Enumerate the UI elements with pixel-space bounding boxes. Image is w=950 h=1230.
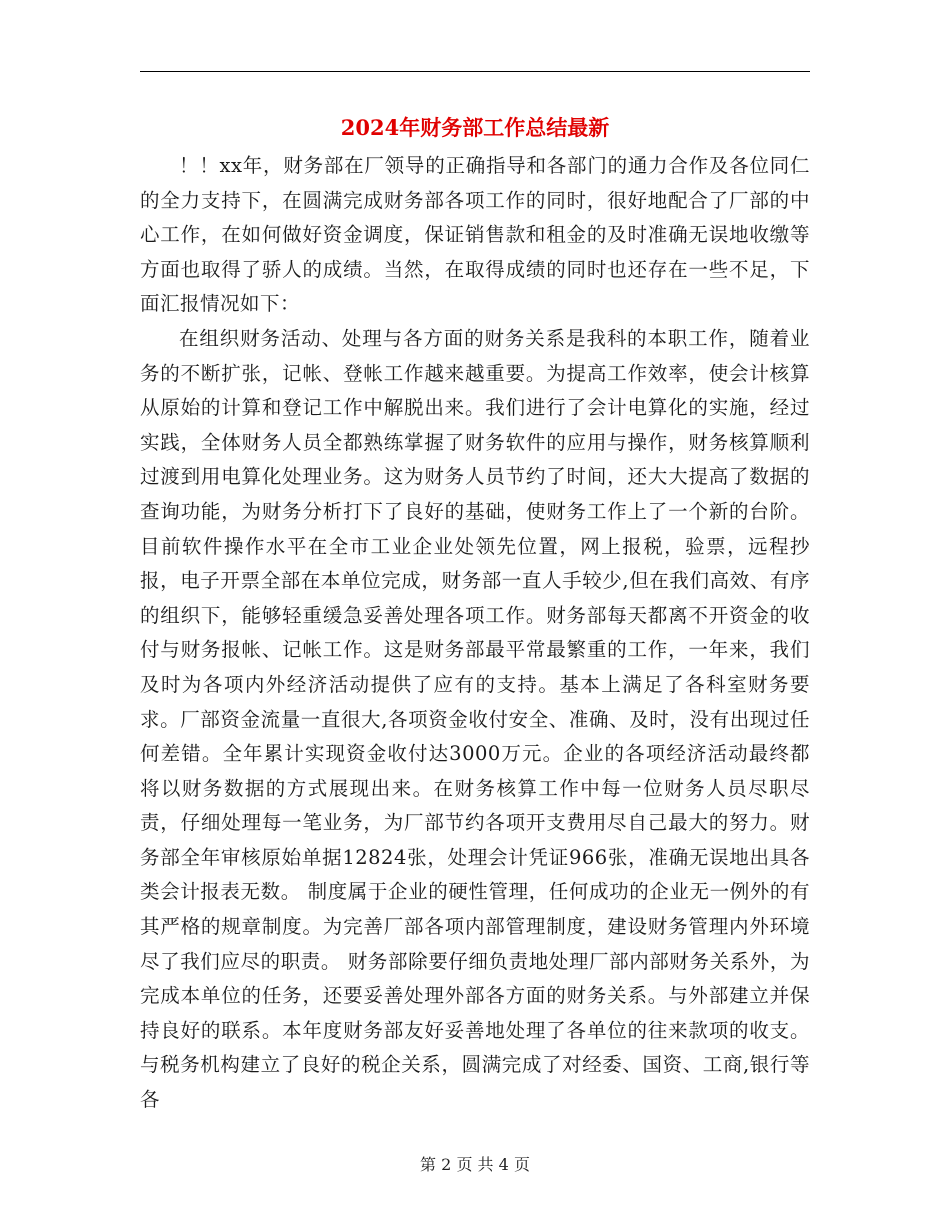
footer-current-page: 2: [441, 1155, 452, 1174]
document-title: 2024年财务部工作总结最新: [340, 115, 610, 140]
document-body: [140, 149, 810, 1118]
footer-total-suffix: 页: [513, 1155, 530, 1174]
paragraph-intro: ！！xx年，财务部在厂领导的正确指导和各部门的通力合作及各位同仁的全力支持下，在圆满完成财务部各项工作的同时，很好地配合了厂部的中心工作，在如何做好资金调度，保证销售款和租金的及时准确无误地收缴等方面也取得了骄人的成绩。当然，在取得成绩的同时也还存在一些不足，下面汇报情况如下：: [140, 154, 810, 316]
footer-total-prefix: 共: [477, 1155, 494, 1174]
page-footer: [140, 1152, 810, 1178]
paragraph-financial-work: 在组织财务活动、处理与各方面的财务关系是我科的本职工作，随着业务的不断扩张，记帐、登帐工作越来越重要。为提高工作效率，使会计核算从原始的计算和登记工作中解脱出来。我们进行了会计电算化的实施，经过实践，全体财务人员全都熟练掌握了财务软件的应用与操作，财务核算顺利过渡到用电算化处理业务。这为财务人员节约了时间，还大大提高了数据的查询功能，为财务分析打下了良好的基础，使财务工作上了一个新的台阶。目前软件操作水平在全市工业企业处领先位置，网上报税，验票，远程抄报，电子开票全部在本单位完成，财务部一直人手较少,但在我们高效、有序的组织下，能够轻重缓急妥善处理各项工作。财务部每天都离不开资金的收付与财务报帐、记帐工作。这是财务部最平常最繁重的工作，一年来，我们及时为各项内外经济活动提供了应有的支持。基本上满足了各科室财务要求。厂部资金流量一直很大,各项资金收付安全、准确、及时，没有出现过任何差错。全年累计实现资金收付达3000万元。企业的各项经济活动最终都将以财务数据的方式展现出来。在财务核算工作中每一位财务人员尽职尽责，仔细处理每一笔业务，为厂部节约各项开支费用尽自己最大的努力。财务部全年审核原始单据12824张，处理会计凭证966张，准确无误地出具各类会计报表无数。 制度属于企业的硬性管理，任何成功的企业无一例外的有其严格的规章制度。为完善厂部各项内部管理制度，建设财务管理内外环境尽了我们应尽的职责。 财务部除要仔细负责地处理厂部内部财务关系外，为完成本单位的任务，还要妥善处理外部各方面的财务关系。与外部建立并保持良好的联系。本年度财务部友好妥善地处理了各单位的往来款项的收支。与税务机构建立了良好的税企关系，圆满完成了对经委、国资、工商,银行等各: [140, 326, 810, 1112]
footer-page-prefix: 第: [420, 1155, 437, 1174]
footer-page-label: 页: [456, 1155, 473, 1174]
header-rule: [140, 71, 810, 72]
footer-total-pages: 4: [498, 1155, 509, 1174]
